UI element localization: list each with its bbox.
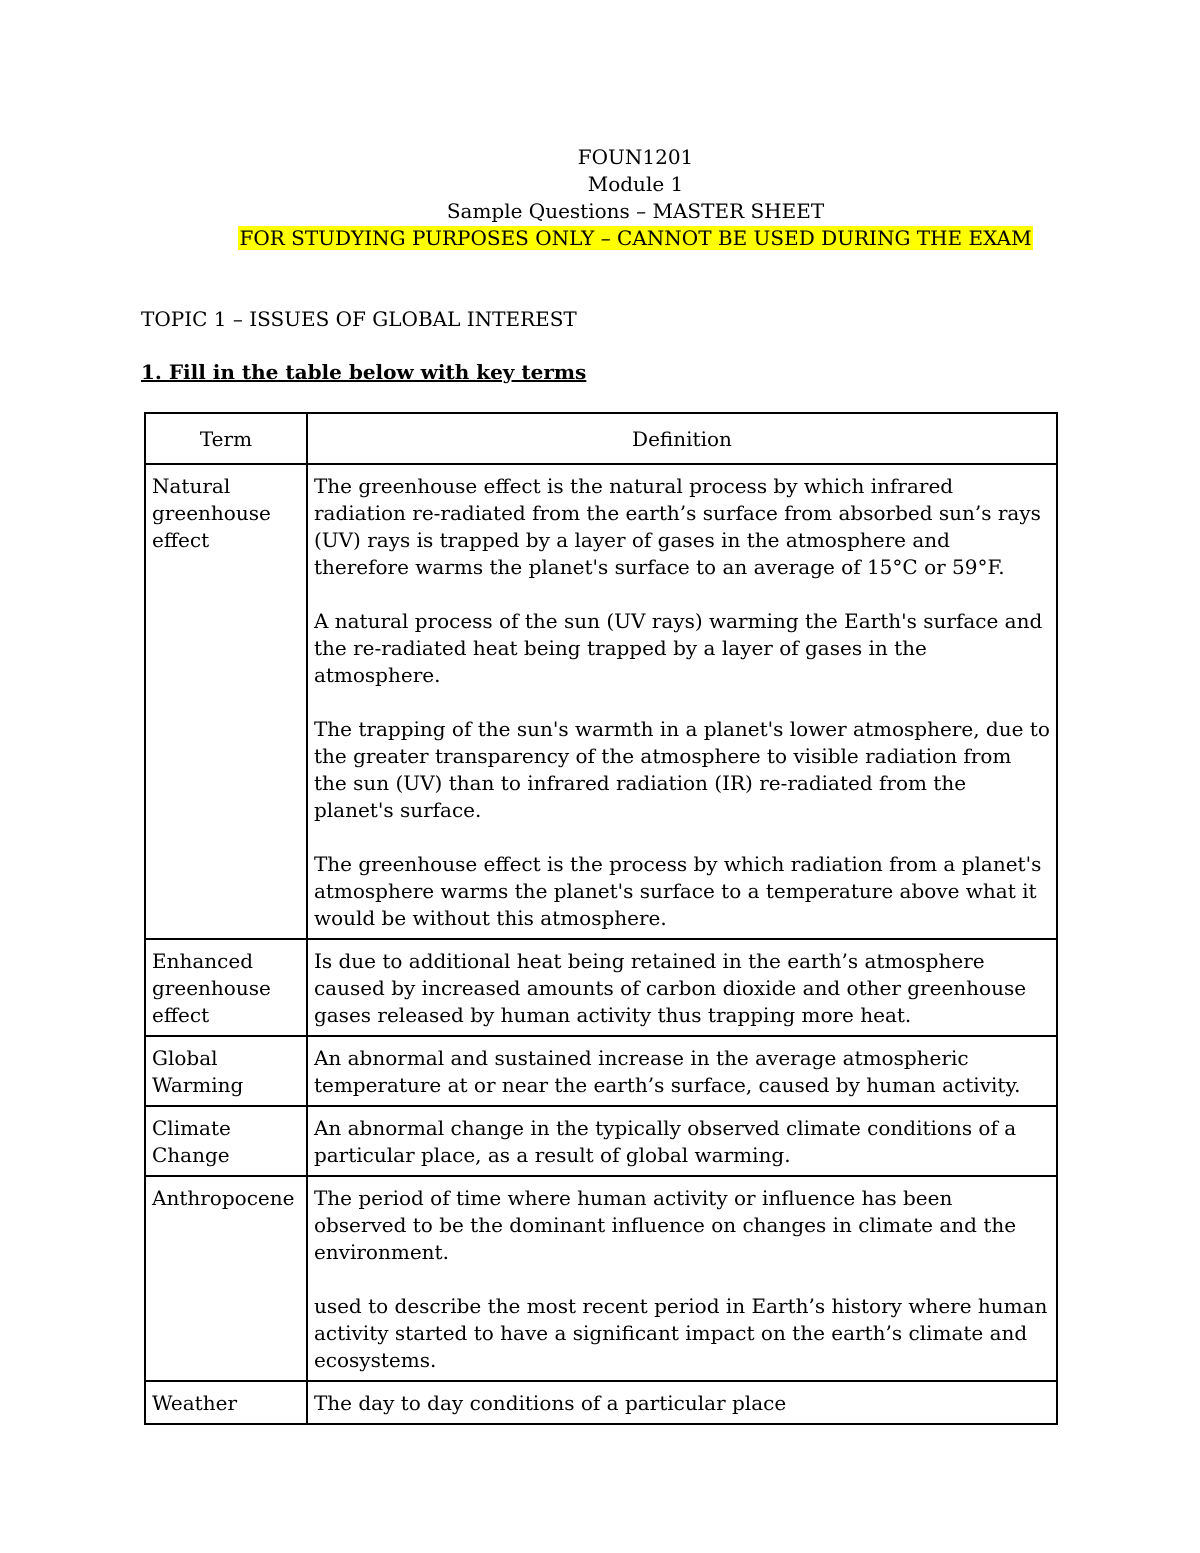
table-header-row — [145, 413, 1057, 464]
table-row — [145, 464, 1057, 939]
definition-cell — [307, 1381, 1057, 1424]
definition-paragraph: Is due to additional heat being retained in the earth’s atmosphere caused by increased amounts of carbon dioxide and other greenhouse gases released by human activity thus trapping more heat. — [313, 949, 1027, 1027]
definition-cell — [307, 464, 1057, 939]
usage-notice: FOR STUDYING PURPOSES ONLY – CANNOT BE USED DURING THE EXAM — [239, 226, 1032, 250]
definition-paragraph: An abnormal and sustained increase in the average atmospheric temperature at or near the earth’s surface, caused by human activity. — [313, 1046, 1021, 1097]
term-column-header: Term — [145, 413, 307, 464]
question-heading: 1. Fill in the table below with key terms — [141, 360, 587, 384]
definition-paragraph: used to describe the most recent period in Earth’s history where human activity started to have a significant impact on the earth’s climate and ecosystems. — [313, 1294, 1048, 1372]
definition-paragraph: The greenhouse effect is the process by which radiation from a planet's atmosphere warms the planet's surface to a temperature above what it would be without this atmosphere. — [313, 852, 1042, 930]
term-cell: Global Warming — [145, 1036, 307, 1106]
definition-cell — [307, 1036, 1057, 1106]
definition-paragraph: The day to day conditions of a particular place — [313, 1391, 787, 1415]
table-row — [145, 1036, 1057, 1106]
sheet-subtitle: Sample Questions – MASTER SHEET — [446, 199, 825, 223]
definition-paragraph: A natural process of the sun (UV rays) warming the Earth's surface and the re-radiated heat being trapped by a layer of gases in the atmosphere. — [313, 609, 1043, 687]
term-cell: Anthropocene — [145, 1176, 307, 1381]
definition-cell — [307, 939, 1057, 1036]
definition-paragraph: An abnormal change in the typically observed climate conditions of a particular place, as a result of global warming. — [313, 1116, 1017, 1167]
term-cell: Enhanced greenhouse effect — [145, 939, 307, 1036]
table-row — [145, 1381, 1057, 1424]
course-code: FOUN1201 — [577, 145, 694, 169]
definition-paragraph: The greenhouse effect is the natural process by which infrared radiation re-radiated from the earth’s surface from absorbed sun’s rays (UV) rays is trapped by a layer of gases in the atmosphere and therefore warms the planet's surface to an average of 15°C or 59°F. — [313, 474, 1041, 579]
table-row — [145, 939, 1057, 1036]
definition-paragraph: The trapping of the sun's warmth in a planet's lower atmosphere, due to the greater transparency of the atmosphere to visible radiation from the sun (UV) than to infrared radiation (IR) re-radiated from the planet's surface. — [313, 717, 1050, 822]
table-row — [145, 1176, 1057, 1381]
definition-cell — [307, 1176, 1057, 1381]
document-header — [0, 144, 1200, 252]
table-row — [145, 1106, 1057, 1176]
table-body — [145, 464, 1057, 1424]
definition-cell — [307, 1106, 1057, 1176]
definition-column-header: Definition — [307, 413, 1057, 464]
usage-notice-line — [0, 225, 1200, 252]
term-cell: Climate Change — [145, 1106, 307, 1176]
module-title: Module 1 — [587, 172, 684, 196]
key-terms-table — [144, 412, 1058, 1425]
term-cell: Natural greenhouse effect — [145, 464, 307, 939]
term-cell: Weather — [145, 1381, 307, 1424]
definition-paragraph: The period of time where human activity or influence has been observed to be the dominant influence on changes in climate and the environment. — [313, 1186, 1017, 1264]
topic-heading: TOPIC 1 – ISSUES OF GLOBAL INTEREST — [141, 307, 577, 331]
